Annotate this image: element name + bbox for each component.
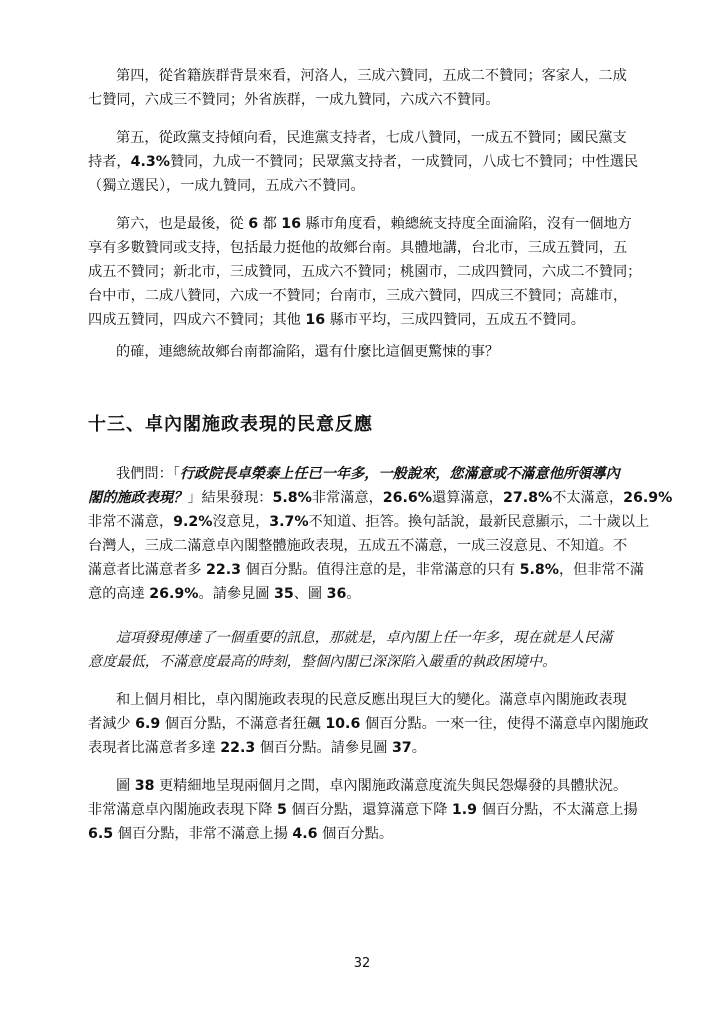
text-line	[88, 462, 644, 486]
number-run: 26.9%	[623, 490, 673, 506]
text-line: 享有多數贊同或支持，包括最力挺他的故鄉台南。具體地講，台北市，三成五贊同，五	[88, 240, 628, 256]
text-line: 第四，從省籍族群背景來看，河洛人，三成六贊同，五成二不贊同；客家人，二成	[116, 68, 627, 84]
text-run: 縣市平均，三成四贊同，五成五不贊同。	[325, 312, 585, 328]
number-run: 5	[276, 802, 287, 818]
text-run: 非常滿意，	[311, 490, 383, 506]
text-run: 沒意見，	[212, 514, 270, 530]
text-run: 非常滿意卓內閣施政表現下降	[88, 802, 277, 818]
text-run: 非常不滿意，	[88, 514, 174, 530]
number-run: 36	[326, 586, 347, 602]
number-run: 6	[248, 216, 259, 232]
number-run: 22.3	[206, 562, 242, 578]
text-line	[88, 150, 644, 174]
text-run: 更精細地呈現兩個月之間，卓內閣施政滿意度流失與民怨爆發的具體狀況。	[154, 778, 628, 794]
section-heading: 十三、卓內閣施政表現的民意反應	[88, 414, 373, 435]
text-run: 不知道、拒答。換句話說，最新民意顯示，二十歲以上	[308, 514, 650, 530]
number-run: 9.2%	[173, 514, 213, 530]
number-run: 6.9	[135, 716, 161, 732]
text-line	[88, 822, 644, 846]
text-line: 台中市，二成八贊同，六成一不贊同；台南市，三成六贊同，四成三不贊同；高雄市，	[88, 288, 628, 304]
text-line: （獨立選民），一成九贊同，五成六不贊同。	[88, 178, 365, 194]
text-run: 。請參見圖	[198, 586, 274, 602]
paragraph-monthly-change	[88, 688, 649, 760]
paragraph-conclusion	[88, 340, 644, 364]
number-run: 27.8%	[502, 490, 553, 506]
text-run: 四成五贊同，四成六不贊同；其他	[88, 312, 306, 328]
paragraph-survey-results	[88, 462, 673, 606]
text-run: 個百分點。值得注意的是，非常滿意的只有	[241, 562, 520, 578]
text-line	[88, 510, 650, 534]
text-line	[88, 486, 673, 510]
text-run: 持者，	[88, 154, 131, 170]
number-run: 10.6	[325, 716, 361, 732]
text-run: 圖	[116, 778, 135, 794]
number-run: 35	[273, 586, 294, 602]
text-line	[88, 558, 644, 582]
question-text: 閣的施政表現？	[88, 490, 188, 506]
text-run: 第六，也是最後，從	[116, 216, 249, 232]
text-line: 第五，從政黨支持傾向看，民進黨支持者，七成八贊同，一成五不贊同；國民黨支	[116, 130, 627, 146]
number-run: 16	[281, 216, 302, 232]
number-run: 3.7%	[269, 514, 309, 530]
text-line: 這項發現傳達了一個重要的訊息，那就是，卓內閣上任一年多，現在就是人民滿	[116, 630, 613, 646]
text-line: 七贊同，六成三不贊同；外省族群，一成九贊同，六成六不贊同。	[88, 92, 500, 108]
text-line: 和上個月相比，卓內閣施政表現的民意反應出現巨大的變化。滿意卓內閣施政表現	[116, 692, 627, 708]
text-line: 的確，連總統故鄉台南都淪陷，還有什麼比這個更驚悚的事？	[116, 344, 500, 360]
paragraph-ethnicity	[88, 64, 644, 112]
text-run: 個百分點，不滿意者狂飆	[160, 716, 326, 732]
text-run: 不太滿意，	[552, 490, 624, 506]
text-run: 個百分點。請參見圖	[255, 740, 392, 756]
text-line: 意度最低，不滿意度最高的時刻，整個內閣已深深陷入嚴重的執政困境中。	[88, 654, 557, 670]
text-line: 成五不贊同；新北市，三成贊同，五成六不贊同；桃園市，二成四贊同，六成二不贊同；	[88, 264, 642, 280]
paragraph-party	[88, 126, 644, 198]
number-run: 4.3%	[130, 154, 170, 170]
text-line	[88, 774, 644, 798]
number-run: 37	[391, 740, 412, 756]
paragraph-key-message	[88, 626, 644, 674]
text-run: 贊同，九成一不贊同；民眾黨支持者，一成贊同，八成七不贊同；中性選民	[169, 154, 639, 170]
paragraph-figure-38	[88, 774, 644, 846]
number-run: 4.6	[292, 826, 318, 842]
number-run: 26.6%	[382, 490, 433, 506]
text-run: 個百分點，還算滿意下降	[286, 802, 452, 818]
text-run: 意的高達	[88, 586, 150, 602]
text-run: 我們問：「	[116, 466, 180, 482]
text-line: 台灣人，三成二滿意卓內閣整體施政表現，五成五不滿意，一成三沒意見、不知道。不	[88, 538, 628, 554]
text-line	[88, 712, 649, 736]
text-line	[88, 582, 644, 606]
number-run: 26.9%	[149, 586, 199, 602]
paragraph-counties	[88, 212, 644, 332]
text-run: 者減少	[88, 716, 136, 732]
number-run: 16	[305, 312, 326, 328]
text-line	[88, 212, 644, 236]
question-text: 行政院長卓榮泰上任已一年多，一般說來，您滿意或不滿意他所領導內	[179, 466, 620, 482]
number-run: 6.5	[88, 826, 114, 842]
text-line	[88, 308, 644, 332]
text-run: 縣市角度看，賴總統支持度全面淪陷，沒有一個地方	[301, 216, 632, 232]
text-run: 個百分點。一來一往，使得不滿意卓內閣施政	[360, 716, 649, 732]
text-run: 。	[346, 586, 361, 602]
text-run: 。	[411, 740, 426, 756]
text-run: 還算滿意，	[432, 490, 503, 506]
text-run: 表現者比滿意者多達	[88, 740, 221, 756]
text-run: ，但非常不滿	[558, 562, 645, 578]
text-run: 」結果發現：	[187, 490, 273, 506]
number-run: 5.8%	[272, 490, 312, 506]
page-number: 32	[353, 956, 371, 971]
number-run: 5.8%	[519, 562, 559, 578]
text-line	[88, 798, 644, 822]
text-run: 個百分點，非常不滿意上揚	[113, 826, 293, 842]
number-run: 38	[134, 778, 155, 794]
text-run: 、圖	[293, 586, 327, 602]
number-run: 22.3	[220, 740, 256, 756]
text-line	[88, 736, 644, 760]
text-run: 個百分點。	[317, 826, 394, 842]
text-run: 都	[258, 216, 282, 232]
number-run: 1.9	[451, 802, 478, 818]
text-run: 滿意者比滿意者多	[88, 562, 207, 578]
text-run: 個百分點，不太滿意上揚	[477, 802, 638, 818]
